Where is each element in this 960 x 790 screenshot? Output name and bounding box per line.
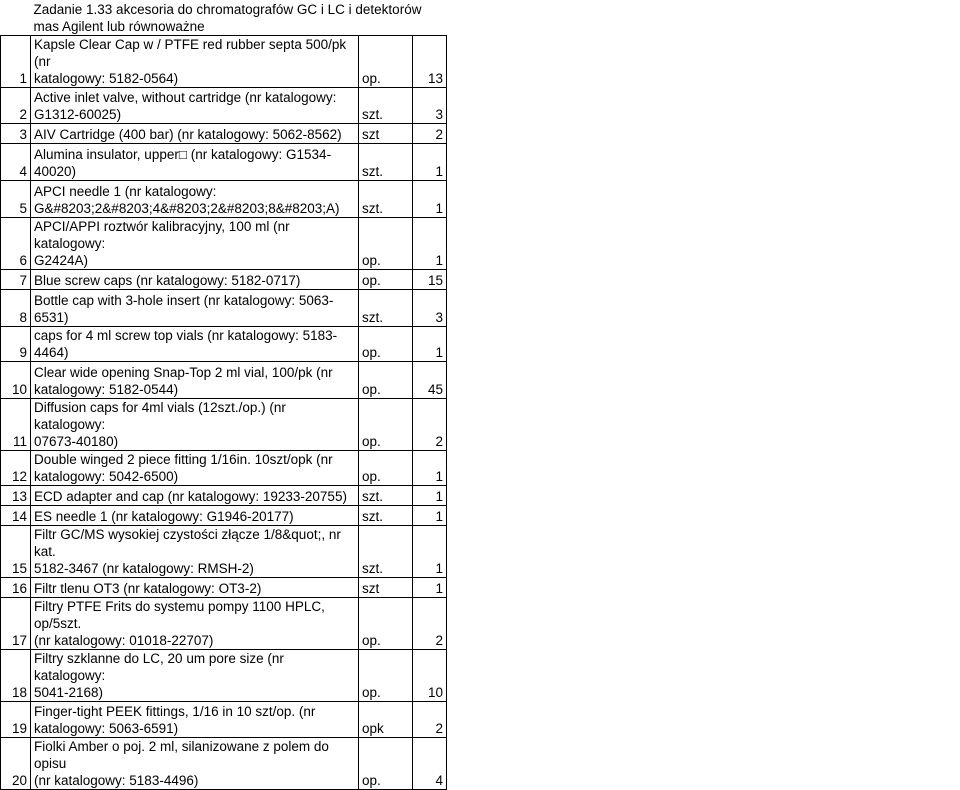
row-number[interactable]: 15 (1, 525, 31, 577)
item-unit[interactable]: op. (359, 326, 413, 361)
item-unit[interactable]: szt. (359, 87, 413, 123)
row-number[interactable]: 14 (1, 505, 31, 525)
table-row (1, 217, 959, 269)
empty-cell[interactable] (617, 269, 787, 289)
empty-cell[interactable] (617, 450, 787, 485)
item-description[interactable] (31, 525, 359, 577)
table-row (1, 701, 959, 737)
empty-cell[interactable] (617, 326, 787, 361)
empty-cell[interactable] (787, 269, 959, 289)
item-description-text: Clear wide opening Snap-Top 2 ml vial, 100/pk (nr katalogowy: 5182-0544) (34, 364, 333, 397)
empty-cell[interactable] (617, 143, 787, 180)
empty-cell[interactable] (787, 398, 959, 450)
item-description-text: Alumina insulator, upper□ (nr katalogowy: G1534-40020) (34, 146, 332, 179)
item-quantity[interactable]: 1 (413, 485, 447, 505)
row-number[interactable]: 9 (1, 326, 31, 361)
table-row (1, 180, 959, 217)
table-row (1, 597, 959, 649)
row-number[interactable]: 18 (1, 649, 31, 701)
empty-cell[interactable] (787, 485, 959, 505)
row-number[interactable]: 4 (1, 143, 31, 180)
item-unit[interactable]: szt. (359, 180, 413, 217)
item-description[interactable] (31, 450, 359, 485)
table-row (1, 737, 959, 789)
item-description-text: ES needle 1 (nr katalogowy: G1946-20177) (34, 508, 294, 524)
item-quantity[interactable]: 1 (413, 450, 447, 485)
table-row (1, 505, 959, 525)
item-description[interactable] (31, 87, 359, 123)
table-row (1, 525, 959, 577)
item-description-text: Bottle cap with 3-hole insert (nr katalogowy: 5063-6531) (34, 292, 334, 325)
item-description-text: Blue screw caps (nr katalogowy: 5182-0717) (34, 272, 301, 288)
item-description-text: Finger-tight PEEK fittings, 1/16 in 10 szt/op. (nr katalogowy: 5063-6591) (34, 703, 316, 736)
item-unit[interactable]: op. (359, 398, 413, 450)
row-number[interactable]: 13 (1, 485, 31, 505)
empty-cell[interactable] (447, 577, 617, 597)
empty-cell[interactable] (447, 737, 617, 789)
table-row (1, 35, 959, 87)
empty-cell[interactable] (447, 398, 617, 450)
empty-cell[interactable] (447, 701, 617, 737)
item-unit[interactable]: szt. (359, 505, 413, 525)
empty-cell[interactable] (447, 361, 617, 398)
empty-cell[interactable] (617, 525, 787, 577)
item-unit[interactable]: szt. (359, 525, 413, 577)
row-number[interactable]: 5 (1, 180, 31, 217)
item-description[interactable] (31, 737, 359, 789)
table-row (1, 450, 959, 485)
item-quantity[interactable]: 45 (413, 361, 447, 398)
row-number[interactable]: 16 (1, 577, 31, 597)
empty-cell[interactable] (617, 87, 787, 123)
row-number[interactable]: 7 (1, 269, 31, 289)
item-description[interactable] (31, 269, 359, 289)
item-quantity[interactable]: 1 (413, 143, 447, 180)
item-description[interactable] (31, 143, 359, 180)
item-description[interactable] (31, 398, 359, 450)
empty-cell[interactable] (617, 737, 787, 789)
table-row (1, 485, 959, 505)
table-row (1, 361, 959, 398)
item-quantity[interactable]: 2 (413, 701, 447, 737)
empty-cell[interactable] (787, 35, 959, 87)
item-description[interactable] (31, 701, 359, 737)
table-row (1, 143, 959, 180)
row-number[interactable]: 1 (1, 35, 31, 87)
empty-cell[interactable] (787, 649, 959, 701)
item-description[interactable] (31, 123, 359, 143)
item-description-text: Filtr GC/MS wysokiej czystości złącze 1/8&quot;, nr kat. 5182-3467 (nr katalogowy: RMSH-2) (34, 526, 341, 576)
item-unit[interactable]: op. (359, 597, 413, 649)
empty-cell[interactable] (447, 525, 617, 577)
empty-cell[interactable] (447, 87, 617, 123)
empty-cell[interactable] (787, 87, 959, 123)
empty-cell[interactable] (617, 289, 787, 326)
item-description[interactable] (31, 649, 359, 701)
table-row (1, 577, 959, 597)
item-description-text: Filtr tlenu OT3 (nr katalogowy: OT3-2) (34, 580, 262, 596)
row-number[interactable]: 11 (1, 398, 31, 450)
empty-cell[interactable] (787, 289, 959, 326)
empty-cell[interactable] (447, 649, 617, 701)
empty-cell[interactable] (787, 597, 959, 649)
item-description[interactable] (31, 505, 359, 525)
item-quantity[interactable]: 1 (413, 577, 447, 597)
item-quantity[interactable]: 1 (413, 217, 447, 269)
item-quantity[interactable]: 2 (413, 398, 447, 450)
empty-cell[interactable] (617, 597, 787, 649)
item-unit[interactable]: op. (359, 450, 413, 485)
item-description-text: Fiolki Amber o poj. 2 ml, silanizowane z polem do opisu (nr katalogowy: 5183-4496) (34, 738, 329, 788)
row-number[interactable]: 10 (1, 361, 31, 398)
empty-cell[interactable] (447, 180, 617, 217)
empty-cell[interactable] (787, 450, 959, 485)
row-number[interactable]: 6 (1, 217, 31, 269)
empty-cell[interactable] (447, 269, 617, 289)
item-unit[interactable]: op. (359, 35, 413, 87)
item-description-text: APCI/APPI roztwór kalibracyjny, 100 ml (nr katalogowy: G2424A) (34, 218, 290, 268)
empty-cell[interactable] (617, 649, 787, 701)
table-row (1, 87, 959, 123)
item-description-text: Active inlet valve, without cartridge (nr katalogowy: G1312-60025) (34, 89, 337, 122)
item-description[interactable] (31, 217, 359, 269)
item-description-text: APCI needle 1 (nr katalogowy: G&#8203;2&#8203;4&#8203;2&#8203;8&#8203;A) (34, 183, 340, 216)
empty-cell[interactable] (617, 123, 787, 143)
empty-cell[interactable] (787, 737, 959, 789)
item-quantity[interactable]: 13 (413, 35, 447, 87)
empty-cell[interactable] (787, 361, 959, 398)
item-description[interactable] (31, 180, 359, 217)
table-row (1, 326, 959, 361)
title-num-cell (1, 0, 31, 35)
empty-cell[interactable] (617, 398, 787, 450)
item-description-text: AIV Cartridge (400 bar) (nr katalogowy: 5062-8562) (34, 126, 342, 142)
row-number[interactable]: 19 (1, 701, 31, 737)
item-quantity[interactable]: 10 (413, 649, 447, 701)
table-row (1, 123, 959, 143)
empty-cell[interactable] (447, 450, 617, 485)
item-quantity[interactable]: 3 (413, 87, 447, 123)
item-description-text: caps for 4 ml screw top vials (nr katalogowy: 5183-4464) (34, 327, 338, 360)
empty-cell[interactable] (617, 505, 787, 525)
empty-cell[interactable] (787, 217, 959, 269)
row-number[interactable]: 8 (1, 289, 31, 326)
item-quantity[interactable]: 4 (413, 737, 447, 789)
empty-cell[interactable] (447, 217, 617, 269)
table-row (1, 398, 959, 450)
item-description-text: Diffusion caps for 4ml vials (12szt./op.) (nr katalogowy: 07673-40180) (34, 399, 286, 449)
empty-cell[interactable] (447, 123, 617, 143)
table-row (1, 649, 959, 701)
item-unit[interactable]: op. (359, 649, 413, 701)
item-quantity[interactable]: 3 (413, 289, 447, 326)
empty-cell[interactable] (447, 143, 617, 180)
item-quantity[interactable]: 1 (413, 180, 447, 217)
row-number[interactable]: 2 (1, 87, 31, 123)
empty-cell[interactable] (787, 180, 959, 217)
empty-cell[interactable] (787, 123, 959, 143)
table-row (1, 289, 959, 326)
title-row (1, 0, 959, 35)
empty-cell[interactable] (447, 505, 617, 525)
row-number[interactable]: 20 (1, 737, 31, 789)
item-description[interactable] (31, 326, 359, 361)
item-quantity[interactable]: 15 (413, 269, 447, 289)
empty-cell[interactable] (617, 577, 787, 597)
empty-cell[interactable] (787, 525, 959, 577)
table-row (1, 269, 959, 289)
item-unit[interactable]: op. (359, 217, 413, 269)
item-unit[interactable]: op. (359, 361, 413, 398)
item-description-text: Filtry PTFE Frits do systemu pompy 1100 HPLC, op/5szt. (nr katalogowy: 01018-22707) (34, 598, 325, 648)
item-quantity[interactable]: 2 (413, 597, 447, 649)
item-description-text: Filtry szklanne do LC, 20 um pore size (nr katalogowy: 5041-2168) (34, 650, 284, 700)
item-unit[interactable]: opk (359, 701, 413, 737)
item-quantity[interactable]: 1 (413, 326, 447, 361)
item-description[interactable] (31, 485, 359, 505)
item-description[interactable] (31, 35, 359, 87)
item-quantity[interactable]: 2 (413, 123, 447, 143)
item-description[interactable] (31, 289, 359, 326)
row-number[interactable]: 12 (1, 450, 31, 485)
item-unit[interactable]: szt (359, 123, 413, 143)
empty-cell[interactable] (617, 701, 787, 737)
empty-cell[interactable] (617, 35, 787, 87)
empty-cell[interactable] (787, 505, 959, 525)
empty-cell[interactable] (787, 577, 959, 597)
item-description-text: Double winged 2 piece fitting 1/16in. 10szt/opk (nr katalogowy: 5042-6500) (34, 451, 333, 484)
empty-cell[interactable] (787, 143, 959, 180)
item-unit[interactable]: op. (359, 269, 413, 289)
sheet-title: Zadanie 1.33 akcesoria do chromatografów GC i LC i detektorów mas Agilent lub równoważne (33, 1, 422, 34)
empty-cell[interactable] (447, 326, 617, 361)
item-description-text: ECD adapter and cap (nr katalogowy: 19233-20755) (34, 488, 347, 504)
empty-cell[interactable] (787, 701, 959, 737)
item-description[interactable] (31, 577, 359, 597)
row-number[interactable]: 17 (1, 597, 31, 649)
row-number[interactable]: 3 (1, 123, 31, 143)
empty-cell[interactable] (617, 217, 787, 269)
item-description-text: Kapsle Clear Cap w / PTFE red rubber septa 500/pk (nr katalogowy: 5182-0564) (34, 36, 347, 86)
empty-cell[interactable] (447, 485, 617, 505)
item-unit[interactable]: szt. (359, 289, 413, 326)
empty-cell[interactable] (447, 35, 617, 87)
item-unit[interactable]: szt. (359, 485, 413, 505)
empty-cell[interactable] (447, 597, 617, 649)
item-quantity[interactable]: 1 (413, 525, 447, 577)
empty-cell[interactable] (617, 485, 787, 505)
item-unit[interactable]: szt (359, 577, 413, 597)
item-unit[interactable]: op. (359, 737, 413, 789)
empty-cell[interactable] (617, 180, 787, 217)
item-quantity[interactable]: 1 (413, 505, 447, 525)
empty-cell[interactable] (787, 326, 959, 361)
item-description[interactable] (31, 361, 359, 398)
item-description[interactable] (31, 597, 359, 649)
item-unit[interactable]: szt. (359, 143, 413, 180)
empty-cell[interactable] (447, 289, 617, 326)
empty-cell[interactable] (617, 361, 787, 398)
